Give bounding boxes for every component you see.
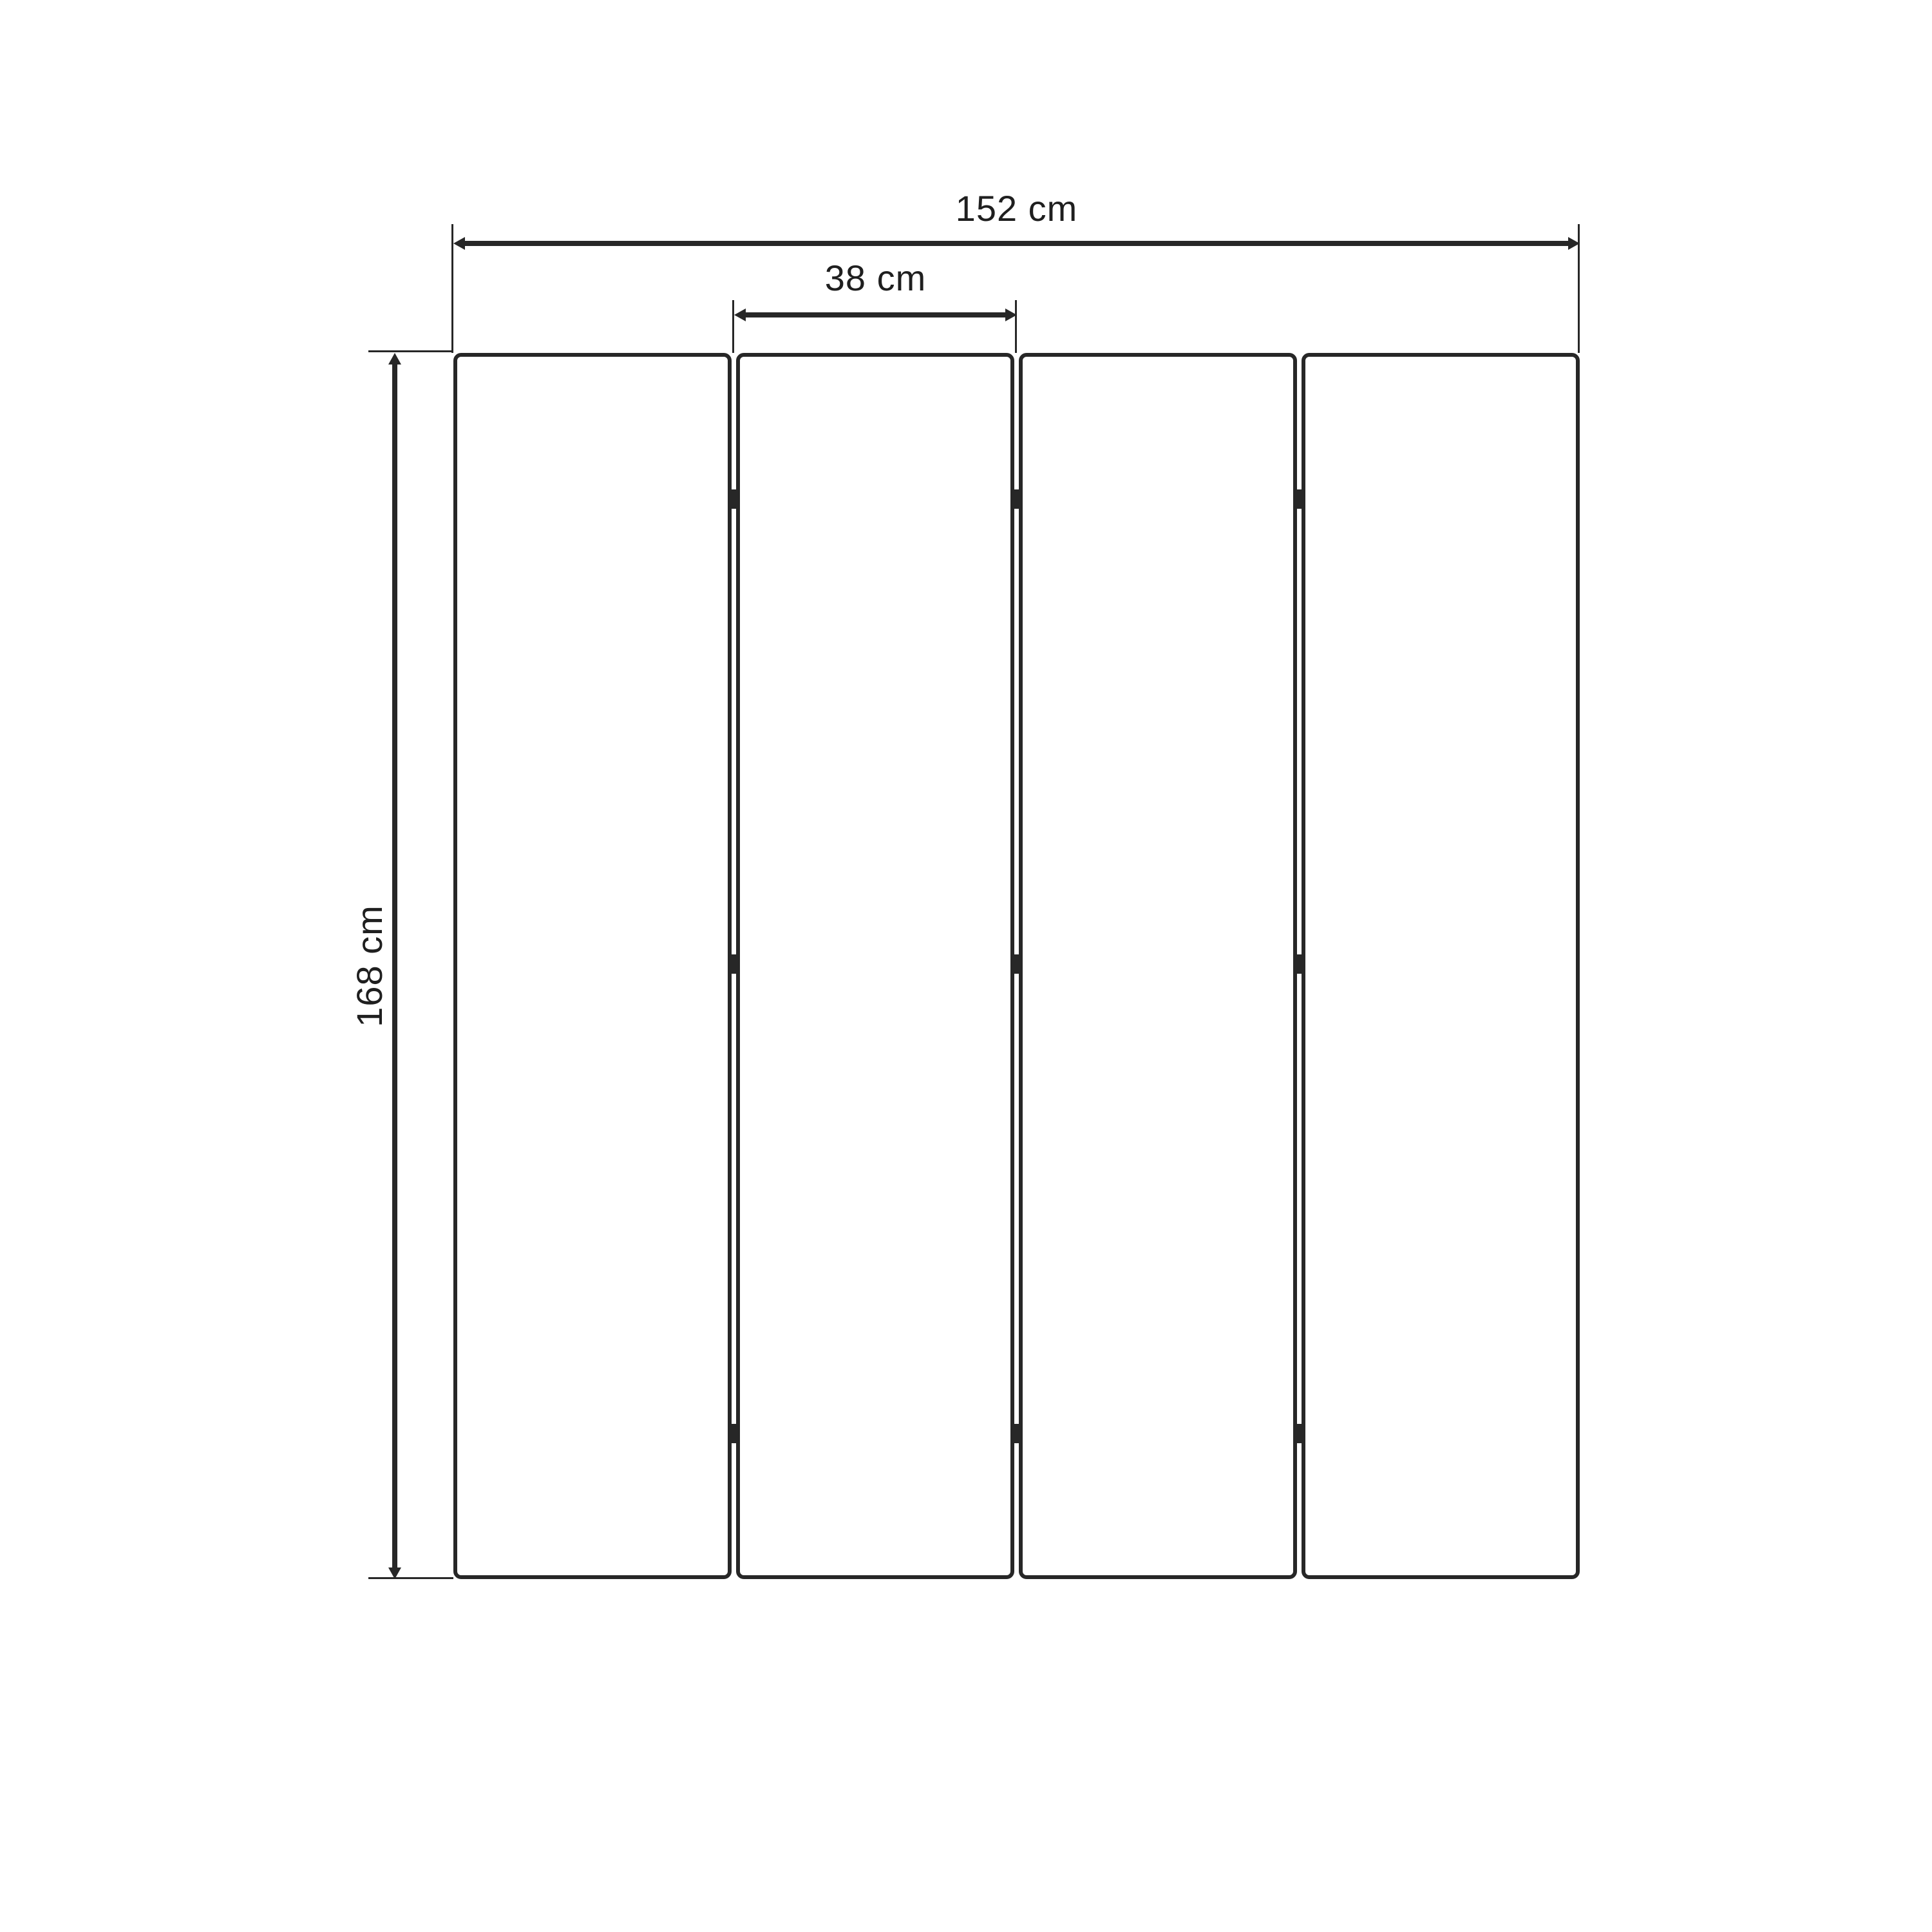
hinge-icon xyxy=(1295,489,1304,509)
hinge-icon xyxy=(730,954,739,974)
hinge-icon xyxy=(1295,954,1304,974)
total-width-dimension-line xyxy=(462,241,1571,246)
panel-width-label: 38 cm xyxy=(824,258,927,298)
hinge-icon xyxy=(1012,489,1021,509)
hinge-icon xyxy=(730,489,739,509)
arrowhead-left-icon xyxy=(453,237,465,250)
arrowhead-right-icon xyxy=(1568,237,1580,250)
tick-line-bottom xyxy=(368,1577,453,1579)
hinge-icon xyxy=(730,1424,739,1443)
arrowhead-right-icon xyxy=(1005,308,1017,321)
screen-panel-3 xyxy=(1019,353,1297,1579)
screen-panel-4 xyxy=(1302,353,1580,1579)
screen-panel-1 xyxy=(453,353,732,1579)
panel-width-dimension-line xyxy=(743,312,1008,317)
hinge-icon xyxy=(1295,1424,1304,1443)
height-dimension-line xyxy=(392,362,397,1570)
hinge-icon xyxy=(1012,954,1021,974)
arrowhead-up-icon xyxy=(388,353,401,365)
total-width-label: 152 cm xyxy=(955,188,1078,229)
screen-panel-2 xyxy=(736,353,1014,1579)
arrowhead-down-icon xyxy=(388,1567,401,1579)
tick-line-top xyxy=(368,350,453,352)
hinge-icon xyxy=(1012,1424,1021,1443)
height-label: 168 cm xyxy=(349,905,390,1027)
arrowhead-left-icon xyxy=(734,308,746,321)
